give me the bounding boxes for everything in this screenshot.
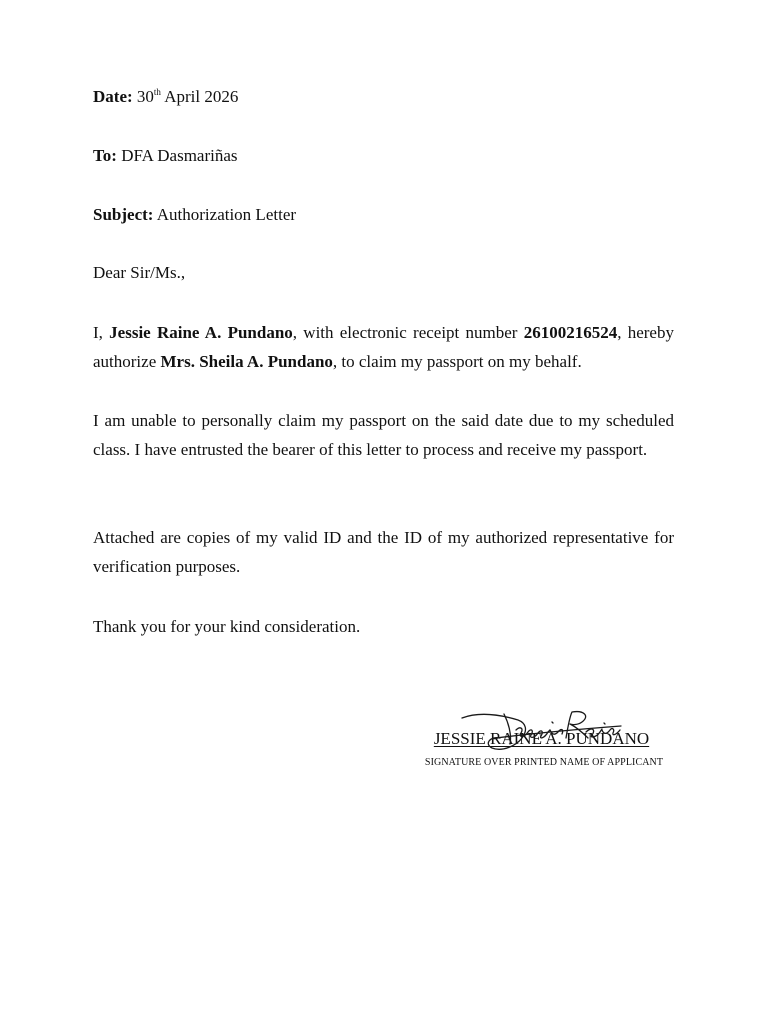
para1-text-a: I, — [93, 323, 110, 342]
para1-text-d: , to claim my passport on my behalf. — [332, 352, 582, 371]
representative-name: Mrs. Sheila A. Pundano — [160, 352, 333, 371]
para1-text-c: , hereby authorize — [93, 323, 674, 371]
receipt-number: 26100216524 — [523, 323, 618, 342]
attachments-paragraph: Attached are copies of my valid ID and the ID of my authorized representative for verification purposes. — [93, 528, 674, 576]
applicant-name: Jessie Raine A. Pundano — [109, 323, 293, 342]
handwritten-signature — [458, 708, 623, 756]
date-line — [93, 87, 238, 107]
reason-paragraph: I am unable to personally claim my passport on the said date due to my scheduled class. I have entrusted the bearer of this letter to process and receive my passport. — [93, 411, 674, 459]
date-label: Date: — [93, 87, 133, 106]
printed-name: JESSIE RAINE A. PUNDANO — [433, 729, 650, 748]
salutation: Dear Sir/Ms., — [93, 263, 186, 282]
closing-line: Thank you for your kind consideration. — [93, 617, 361, 636]
date-month-year: April 2026 — [164, 87, 239, 106]
signature-block — [400, 700, 690, 780]
subject-label: Subject: — [93, 205, 154, 224]
to-label: To: — [93, 146, 117, 165]
subject-value: Authorization Letter — [156, 205, 297, 224]
para1-text-b: , with electronic receipt number — [292, 323, 524, 342]
date-ordinal: th — [153, 87, 161, 97]
date-day: 30 — [136, 87, 154, 106]
recipient-value: DFA Dasmariñas — [121, 146, 238, 165]
subject-line — [93, 205, 296, 225]
authorization-paragraph — [93, 318, 674, 376]
recipient-line — [93, 146, 238, 166]
signature-caption: SIGNATURE OVER PRINTED NAME OF APPLICANT — [424, 757, 664, 768]
